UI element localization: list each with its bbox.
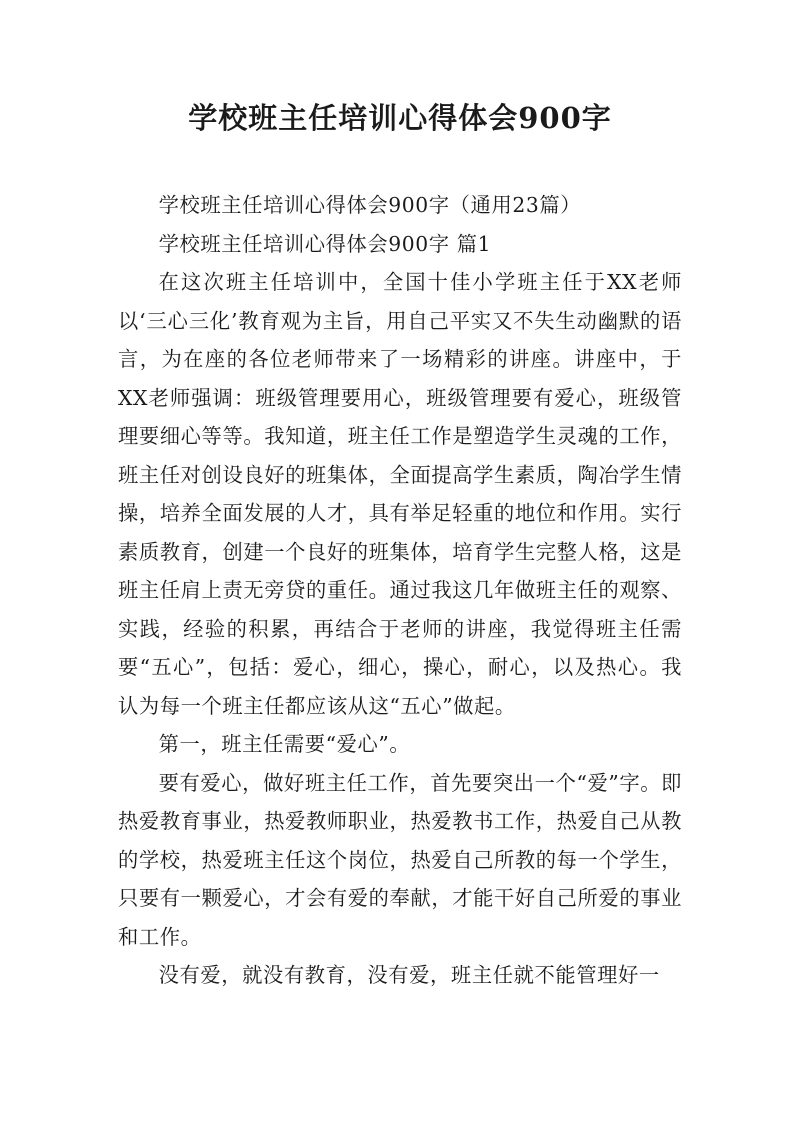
document-title: 学校班主任培训心得体会900字 bbox=[188, 101, 612, 135]
body-paragraph: 在这次班主任培训中，全国十佳小学班主任于XX老师以‘三心三化’教育观为主旨，用自己平实又不失生动幽默的语言，为在座的各位老师带来了一场精彩的讲座。讲座中，于XX老师强调：班级管理要用心，班级管理要有爱心，班级管理要细心等等。我知道，班主任工作是塑造学生灵魂的工作，班主任对创设良好的班集体，全面提高学生素质，陶冶学生情操，培养全面发展的人才，具有举足轻重的地位和作用。实行素质教育，创建一个良好的班集体，培育学生完整人格，这是班主任肩上责无旁贷的重任。通过我这几年做班主任的观察、实践，经验的积累，再结合于老师的讲座，我觉得班主任需要“五心”，包括：爱心，细心，操心，耐心，以及热心。我认为每一个班主任都应该从这“五心”做起。 bbox=[118, 270, 682, 718]
body-paragraph: 没有爱，就没有教育，没有爱，班主任就不能管理好一 bbox=[158, 963, 660, 987]
section-heading: 学校班主任培训心得体会900字 篇1 bbox=[158, 231, 492, 256]
document-body bbox=[118, 186, 682, 995]
body-paragraph: 要有爱心，做好班主任工作，首先要突出一个“爱”字。即热爱教育事业，热爱教师职业，热爱教书工作，热爱自己从教的学校，热爱班主任这个岗位，热爱自己所教的每一个学生，只要有一颗爱心，才会有爱的奉献，才能干好自己所爱的事业和工作。 bbox=[118, 770, 682, 949]
point-heading: 第一，班主任需要“爱心”。 bbox=[158, 732, 411, 756]
subtitle-line: 学校班主任培训心得体会900字（通用23篇） bbox=[158, 193, 582, 217]
